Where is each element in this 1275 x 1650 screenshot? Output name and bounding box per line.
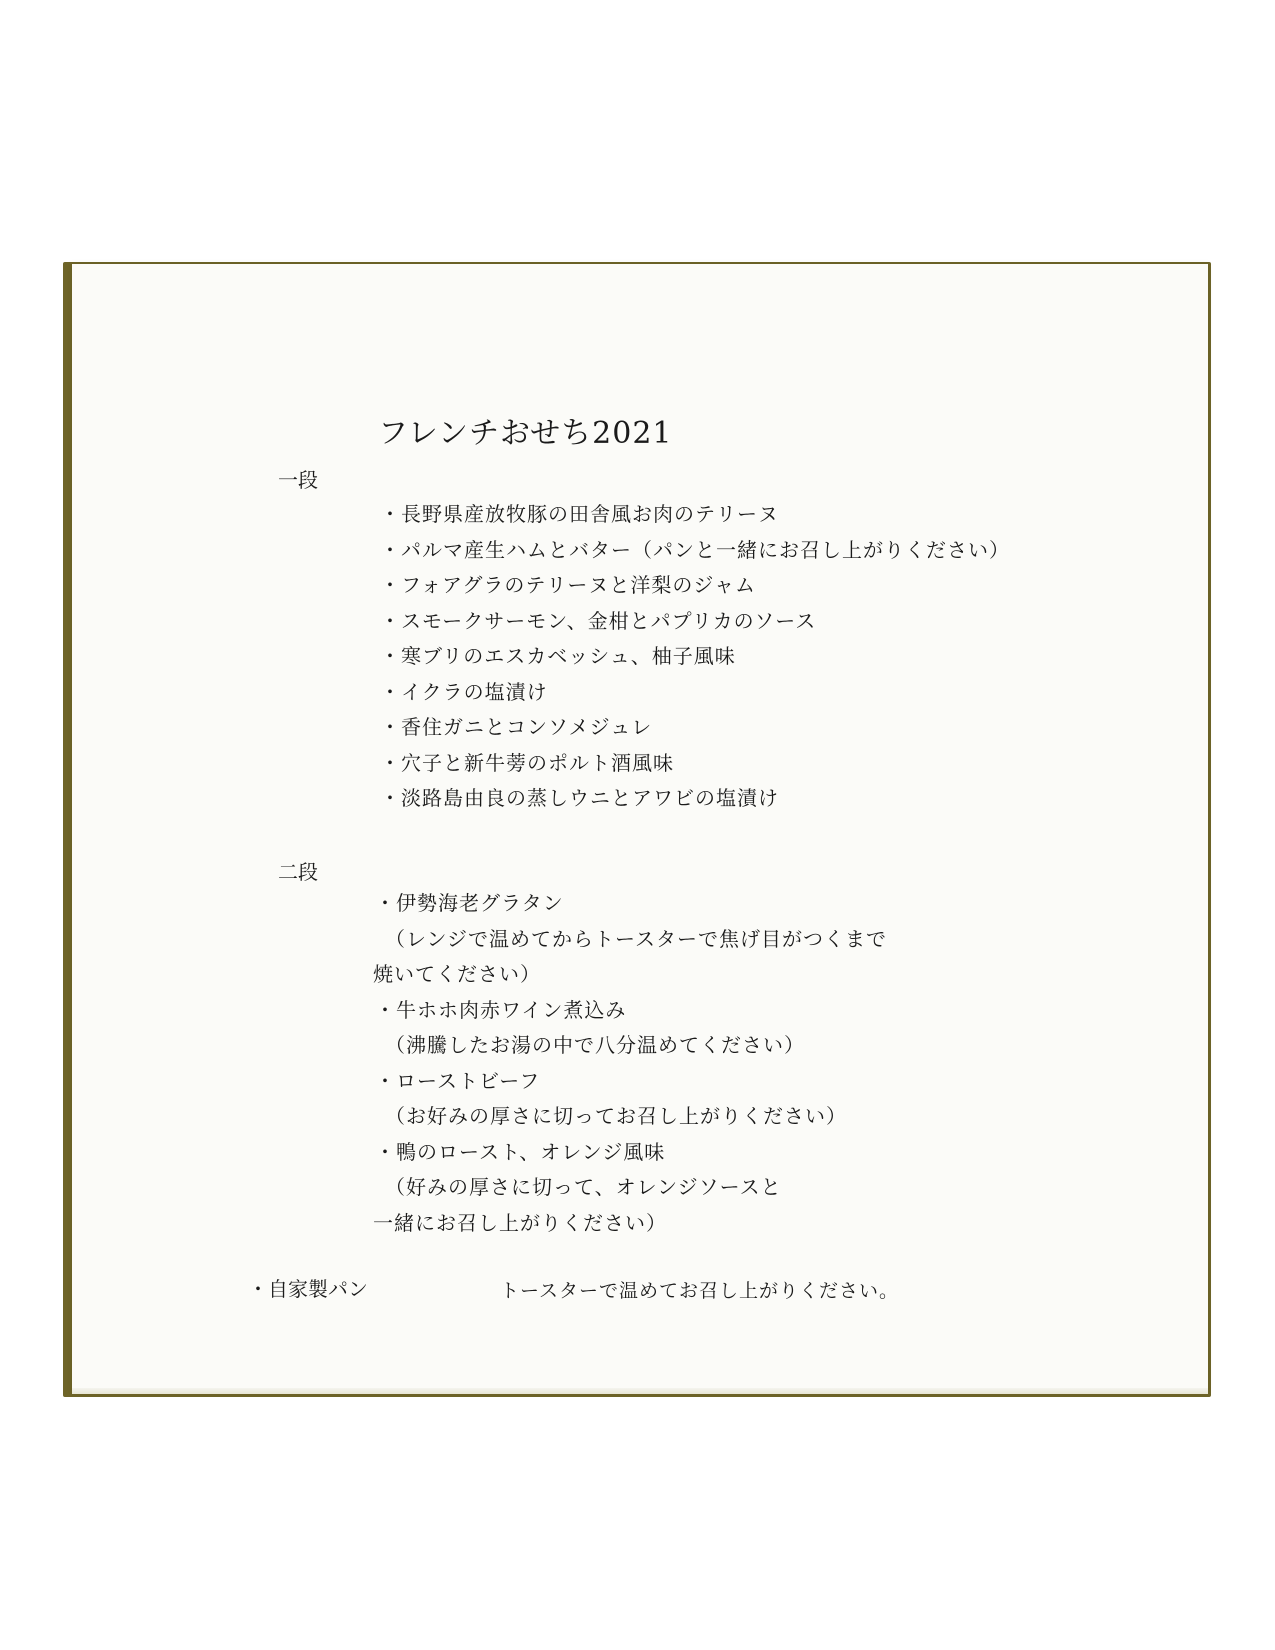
list-item: ・ 牛ホホ肉赤ワイン煮込み [375, 994, 887, 1030]
list-item: ・ スモークサーモン、金柑とパプリカのソース [380, 605, 1010, 641]
section-label-second-tier: 二段 [278, 860, 318, 884]
menu-title: フレンチおせち2021 [378, 416, 673, 451]
first-tier-list [380, 498, 1010, 818]
list-item-note: 焼いてください） [373, 962, 541, 986]
paper-edge [72, 1388, 1208, 1394]
list-item-note: （お好みの厚さに切ってお召し上がりください） [385, 1104, 847, 1128]
list-item: ・ 伊勢海老グラタン [375, 887, 887, 923]
list-item: ・ 寒ブリのエスカベッシュ、柚子風味 [380, 640, 1010, 676]
list-item-note: （沸騰したお湯の中で八分温めてください） [385, 1033, 805, 1057]
bread-note: トースターで温めてお召し上がりください。 [500, 1280, 900, 1302]
bread-item: ・ 自家製パン [248, 1273, 368, 1302]
section-label-first-tier: 一段 [278, 468, 318, 492]
list-item: ・ 鴨のロースト、オレンジ風味 [375, 1136, 887, 1172]
list-item-note: 一緒にお召し上がりください） [373, 1210, 667, 1235]
second-tier-list [375, 887, 887, 1242]
list-item-note: （好みの厚さに切って、オレンジソースと [385, 1175, 782, 1199]
list-item: ・ イクラの塩漬け [380, 676, 1010, 712]
list-item: ・ フォアグラのテリーヌと洋梨のジャム [380, 569, 1010, 605]
list-item-note: （レンジで温めてからトースターで焦げ目がつくまで [385, 926, 887, 951]
list-item: ・ 長野県産放牧豚の田舎風お肉のテリーヌ [380, 498, 1010, 534]
list-item: ・ ローストビーフ [375, 1065, 887, 1101]
list-item: ・ 穴子と新牛蒡のポルト酒風味 [380, 747, 1010, 783]
list-item: ・ パルマ産生ハムとバター（パンと一緒にお召し上がりください） [380, 534, 1010, 570]
list-item: ・ 淡路島由良の蒸しウニとアワビの塩漬け [380, 782, 1010, 818]
list-item: ・ 香住ガニとコンソメジュレ [380, 711, 1010, 747]
